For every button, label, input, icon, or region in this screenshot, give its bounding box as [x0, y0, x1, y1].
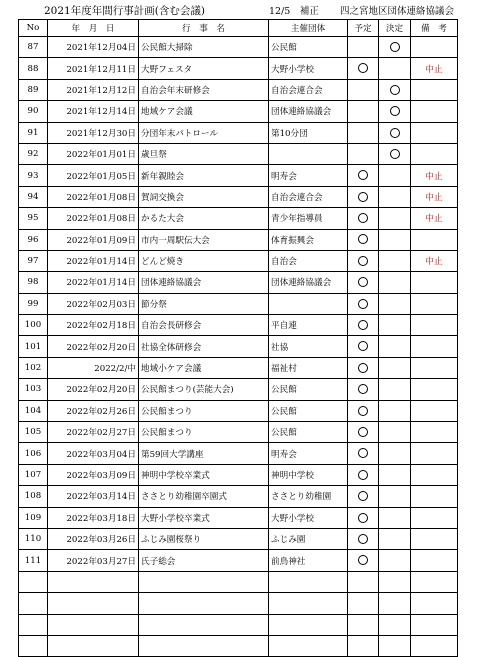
- row-decided: [379, 165, 411, 186]
- row-planned: [348, 186, 379, 207]
- row-planned: [348, 122, 379, 143]
- row-decided: [379, 208, 411, 229]
- table-row: [19, 229, 458, 250]
- row-number: 111: [19, 550, 48, 571]
- row-decided: [379, 315, 411, 336]
- circle-mark-icon: [358, 277, 368, 287]
- row-number: 90: [19, 101, 48, 122]
- row-date: 2022年03月04日: [48, 443, 139, 464]
- empty-cell: [348, 635, 379, 656]
- row-event-name: 歳旦祭: [139, 143, 269, 164]
- row-event-name: 新年親睦会: [139, 165, 269, 186]
- row-remarks: [411, 443, 458, 464]
- empty-cell: [411, 571, 458, 592]
- empty-cell: [269, 614, 348, 635]
- empty-cell: [139, 614, 269, 635]
- empty-cell: [379, 614, 411, 635]
- document-header: [0, 3, 487, 19]
- row-event-name: 節分祭: [139, 293, 269, 314]
- row-date: 2022年01月08日: [48, 208, 139, 229]
- table-row: [19, 58, 458, 79]
- row-planned: [348, 79, 379, 100]
- circle-mark-icon: [358, 534, 368, 544]
- table-row: [19, 250, 458, 271]
- row-number: 98: [19, 272, 48, 293]
- table-row: [19, 336, 458, 357]
- row-decided: [379, 336, 411, 357]
- empty-cell: [379, 571, 411, 592]
- row-planned: [348, 101, 379, 122]
- row-planned: [348, 37, 379, 58]
- row-remarks: [411, 550, 458, 571]
- circle-mark-icon: [358, 384, 368, 394]
- empty-cell: [348, 593, 379, 614]
- row-date: 2022年01月14日: [48, 250, 139, 271]
- table-row: [19, 550, 458, 571]
- empty-cell: [139, 571, 269, 592]
- row-organizer: 青少年指導員: [269, 208, 348, 229]
- document-title: 2021年度年間行事計画(含む会議): [44, 5, 205, 17]
- row-number: 105: [19, 422, 48, 443]
- empty-cell: [48, 614, 139, 635]
- row-organizer: 前鳥神社: [269, 550, 348, 571]
- row-remarks: [411, 37, 458, 58]
- circle-mark-icon: [390, 42, 400, 52]
- row-decided: [379, 507, 411, 528]
- circle-mark-icon: [358, 406, 368, 416]
- empty-cell: [48, 593, 139, 614]
- empty-cell: [379, 593, 411, 614]
- empty-table-row: [19, 614, 458, 635]
- row-remarks: [411, 272, 458, 293]
- row-event-name: 第59回大学講座: [139, 443, 269, 464]
- row-date: 2022年03月09日: [48, 464, 139, 485]
- row-remarks: [411, 464, 458, 485]
- row-number: 110: [19, 528, 48, 549]
- row-date: 2022年01月01日: [48, 143, 139, 164]
- row-decided: [379, 528, 411, 549]
- row-remarks: [411, 229, 458, 250]
- row-date: 2022年03月18日: [48, 507, 139, 528]
- row-decided: [379, 37, 411, 58]
- empty-cell: [269, 571, 348, 592]
- circle-mark-icon: [358, 63, 368, 73]
- empty-cell: [19, 593, 48, 614]
- row-date: 2021年12月30日: [48, 122, 139, 143]
- table-row: [19, 186, 458, 207]
- row-event-name: かるた大会: [139, 208, 269, 229]
- row-remarks: [411, 143, 458, 164]
- row-planned: [348, 293, 379, 314]
- row-number: 100: [19, 315, 48, 336]
- column-header-planned: 予定: [348, 20, 379, 37]
- row-organizer: 神明中学校: [269, 464, 348, 485]
- row-decided: [379, 143, 411, 164]
- row-date: 2022年01月14日: [48, 272, 139, 293]
- row-organizer: 自治会連合会: [269, 79, 348, 100]
- empty-table-row: [19, 593, 458, 614]
- row-date: 2022年03月27日: [48, 550, 139, 571]
- circle-mark-icon: [358, 470, 368, 480]
- row-organizer: 明寿会: [269, 165, 348, 186]
- circle-mark-icon: [358, 320, 368, 330]
- row-number: 109: [19, 507, 48, 528]
- row-remarks: 中止: [411, 165, 458, 186]
- row-remarks: 中止: [411, 250, 458, 271]
- empty-cell: [411, 593, 458, 614]
- empty-table-row: [19, 571, 458, 592]
- row-planned: [348, 550, 379, 571]
- row-planned: [348, 357, 379, 378]
- row-remarks: [411, 400, 458, 421]
- empty-cell: [19, 571, 48, 592]
- empty-cell: [139, 635, 269, 656]
- column-header-decided: 決定: [379, 20, 411, 37]
- row-event-name: 公民館大掃除: [139, 37, 269, 58]
- row-remarks: [411, 422, 458, 443]
- circle-mark-icon: [390, 149, 400, 159]
- row-date: 2021年12月11日: [48, 58, 139, 79]
- table-row: [19, 293, 458, 314]
- empty-cell: [348, 614, 379, 635]
- empty-cell: [19, 635, 48, 656]
- circle-mark-icon: [358, 256, 368, 266]
- circle-mark-icon: [358, 341, 368, 351]
- row-organizer: 自治会: [269, 250, 348, 271]
- table-row: [19, 528, 458, 549]
- circle-mark-icon: [358, 555, 368, 565]
- row-event-name: 公民館まつり(芸能大会): [139, 379, 269, 400]
- row-date: 2022年02月18日: [48, 315, 139, 336]
- column-header-event: 行 事 名: [139, 20, 269, 37]
- row-event-name: 地域ケア会議: [139, 101, 269, 122]
- row-event-name: 市内一周駅伝大会: [139, 229, 269, 250]
- row-decided: [379, 550, 411, 571]
- row-planned: [348, 443, 379, 464]
- circle-mark-icon: [358, 170, 368, 180]
- table-row: [19, 143, 458, 164]
- row-date: 2022年03月14日: [48, 486, 139, 507]
- table-row: [19, 37, 458, 58]
- table-row: [19, 357, 458, 378]
- row-date: 2021年12月14日: [48, 101, 139, 122]
- row-decided: [379, 101, 411, 122]
- empty-cell: [411, 635, 458, 656]
- row-organizer: 公民館: [269, 379, 348, 400]
- row-date: 2022/2/中: [48, 357, 139, 378]
- row-planned: [348, 272, 379, 293]
- table-row: [19, 379, 458, 400]
- row-event-name: 氏子総会: [139, 550, 269, 571]
- row-planned: [348, 58, 379, 79]
- circle-mark-icon: [358, 213, 368, 223]
- organization-name: 四之宮地区団体連絡協議会: [340, 6, 455, 17]
- row-date: 2022年02月26日: [48, 400, 139, 421]
- row-remarks: [411, 79, 458, 100]
- row-remarks: [411, 486, 458, 507]
- row-date: 2022年01月05日: [48, 165, 139, 186]
- row-planned: [348, 400, 379, 421]
- row-planned: [348, 528, 379, 549]
- table-row: [19, 208, 458, 229]
- row-remarks: [411, 315, 458, 336]
- row-organizer: ふじみ園: [269, 528, 348, 549]
- row-planned: [348, 229, 379, 250]
- row-planned: [348, 208, 379, 229]
- row-number: 104: [19, 400, 48, 421]
- empty-cell: [348, 571, 379, 592]
- circle-mark-icon: [358, 427, 368, 437]
- table-row: [19, 79, 458, 100]
- row-planned: [348, 143, 379, 164]
- row-event-name: ふじみ園桜祭り: [139, 528, 269, 549]
- row-organizer: 社協: [269, 336, 348, 357]
- row-number: 107: [19, 464, 48, 485]
- row-event-name: 公民館まつり: [139, 422, 269, 443]
- row-number: 101: [19, 336, 48, 357]
- row-organizer: 第10分団: [269, 122, 348, 143]
- row-planned: [348, 464, 379, 485]
- row-date: 2021年12月12日: [48, 79, 139, 100]
- row-decided: [379, 400, 411, 421]
- circle-mark-icon: [390, 106, 400, 116]
- row-planned: [348, 336, 379, 357]
- row-event-name: 神明中学校卒業式: [139, 464, 269, 485]
- row-organizer: [269, 293, 348, 314]
- row-number: 94: [19, 186, 48, 207]
- empty-cell: [379, 635, 411, 656]
- row-decided: [379, 422, 411, 443]
- row-number: 92: [19, 143, 48, 164]
- table-row: [19, 507, 458, 528]
- row-number: 99: [19, 293, 48, 314]
- table-row: [19, 464, 458, 485]
- row-decided: [379, 79, 411, 100]
- column-header-no: No: [19, 20, 48, 37]
- schedule-table: [18, 19, 458, 657]
- row-remarks: 中止: [411, 186, 458, 207]
- table-row: [19, 165, 458, 186]
- table-row: [19, 422, 458, 443]
- row-decided: [379, 293, 411, 314]
- circle-mark-icon: [358, 513, 368, 523]
- table-row: [19, 122, 458, 143]
- empty-cell: [48, 571, 139, 592]
- row-event-name: どんど焼き: [139, 250, 269, 271]
- row-planned: [348, 165, 379, 186]
- row-date: 2022年02月20日: [48, 379, 139, 400]
- row-organizer: 公民館: [269, 37, 348, 58]
- empty-table-row: [19, 635, 458, 656]
- row-number: 97: [19, 250, 48, 271]
- row-number: 108: [19, 486, 48, 507]
- empty-cell: [411, 614, 458, 635]
- row-organizer: [269, 143, 348, 164]
- row-remarks: [411, 507, 458, 528]
- row-remarks: [411, 336, 458, 357]
- row-date: 2021年12月04日: [48, 37, 139, 58]
- row-number: 88: [19, 58, 48, 79]
- row-organizer: 団体連絡協議会: [269, 272, 348, 293]
- row-number: 102: [19, 357, 48, 378]
- table-row: [19, 443, 458, 464]
- row-date: 2022年01月08日: [48, 186, 139, 207]
- table-body: [19, 37, 458, 657]
- column-header-date: 年 月 日: [48, 20, 139, 37]
- row-event-name: 大野フェスタ: [139, 58, 269, 79]
- row-organizer: 団体連絡協議会: [269, 101, 348, 122]
- row-number: 89: [19, 79, 48, 100]
- row-decided: [379, 486, 411, 507]
- row-date: 2022年02月27日: [48, 422, 139, 443]
- revision-note: 12/5 補正: [269, 6, 319, 17]
- row-remarks: [411, 379, 458, 400]
- table-row: [19, 272, 458, 293]
- circle-mark-icon: [390, 128, 400, 138]
- circle-mark-icon: [358, 491, 368, 501]
- row-organizer: 大野小学校: [269, 58, 348, 79]
- empty-cell: [269, 593, 348, 614]
- row-number: 87: [19, 37, 48, 58]
- row-number: 91: [19, 122, 48, 143]
- row-organizer: ささとり幼稚園: [269, 486, 348, 507]
- row-decided: [379, 250, 411, 271]
- circle-mark-icon: [358, 299, 368, 309]
- column-header-organizer: 主催団体: [269, 20, 348, 37]
- row-organizer: 公民館: [269, 400, 348, 421]
- row-planned: [348, 250, 379, 271]
- row-date: 2022年03月26日: [48, 528, 139, 549]
- table-row: [19, 486, 458, 507]
- row-organizer: 公民館: [269, 422, 348, 443]
- circle-mark-icon: [358, 192, 368, 202]
- row-decided: [379, 186, 411, 207]
- row-decided: [379, 58, 411, 79]
- row-number: 95: [19, 208, 48, 229]
- row-decided: [379, 272, 411, 293]
- table-row: [19, 315, 458, 336]
- row-number: 96: [19, 229, 48, 250]
- empty-cell: [19, 614, 48, 635]
- row-planned: [348, 379, 379, 400]
- row-organizer: 体育振興会: [269, 229, 348, 250]
- row-event-name: 社協全体研修会: [139, 336, 269, 357]
- row-decided: [379, 443, 411, 464]
- table-header-row: [19, 20, 458, 37]
- row-date: 2022年02月20日: [48, 336, 139, 357]
- row-remarks: [411, 101, 458, 122]
- row-number: 93: [19, 165, 48, 186]
- circle-mark-icon: [358, 448, 368, 458]
- row-event-name: ささとり幼稚園卒園式: [139, 486, 269, 507]
- row-event-name: 分団年末パトロール: [139, 122, 269, 143]
- empty-cell: [139, 593, 269, 614]
- row-remarks: 中止: [411, 58, 458, 79]
- row-remarks: [411, 293, 458, 314]
- row-planned: [348, 486, 379, 507]
- table-row: [19, 101, 458, 122]
- row-decided: [379, 357, 411, 378]
- row-event-name: 自治会年末研修会: [139, 79, 269, 100]
- column-header-remarks: 備 考: [411, 20, 458, 37]
- row-planned: [348, 315, 379, 336]
- empty-cell: [48, 635, 139, 656]
- row-decided: [379, 229, 411, 250]
- row-date: 2022年02月03日: [48, 293, 139, 314]
- row-event-name: 地域小ケア会議: [139, 357, 269, 378]
- row-event-name: 自治会長研修会: [139, 315, 269, 336]
- row-planned: [348, 507, 379, 528]
- row-event-name: 公民館まつり: [139, 400, 269, 421]
- row-event-name: 団体連絡協議会: [139, 272, 269, 293]
- row-organizer: 大野小学校: [269, 507, 348, 528]
- row-event-name: 賀詞交換会: [139, 186, 269, 207]
- circle-mark-icon: [358, 234, 368, 244]
- circle-mark-icon: [390, 85, 400, 95]
- row-date: 2022年01月09日: [48, 229, 139, 250]
- empty-cell: [269, 635, 348, 656]
- row-organizer: 自治会連合会: [269, 186, 348, 207]
- row-remarks: 中止: [411, 208, 458, 229]
- row-organizer: 平自連: [269, 315, 348, 336]
- row-remarks: [411, 528, 458, 549]
- table-row: [19, 400, 458, 421]
- row-planned: [348, 422, 379, 443]
- row-remarks: [411, 122, 458, 143]
- row-organizer: 明寿会: [269, 443, 348, 464]
- row-number: 106: [19, 443, 48, 464]
- circle-mark-icon: [358, 363, 368, 373]
- row-decided: [379, 122, 411, 143]
- row-event-name: 大野小学校卒業式: [139, 507, 269, 528]
- row-remarks: [411, 357, 458, 378]
- row-decided: [379, 379, 411, 400]
- row-decided: [379, 464, 411, 485]
- row-number: 103: [19, 379, 48, 400]
- row-organizer: 福祉村: [269, 357, 348, 378]
